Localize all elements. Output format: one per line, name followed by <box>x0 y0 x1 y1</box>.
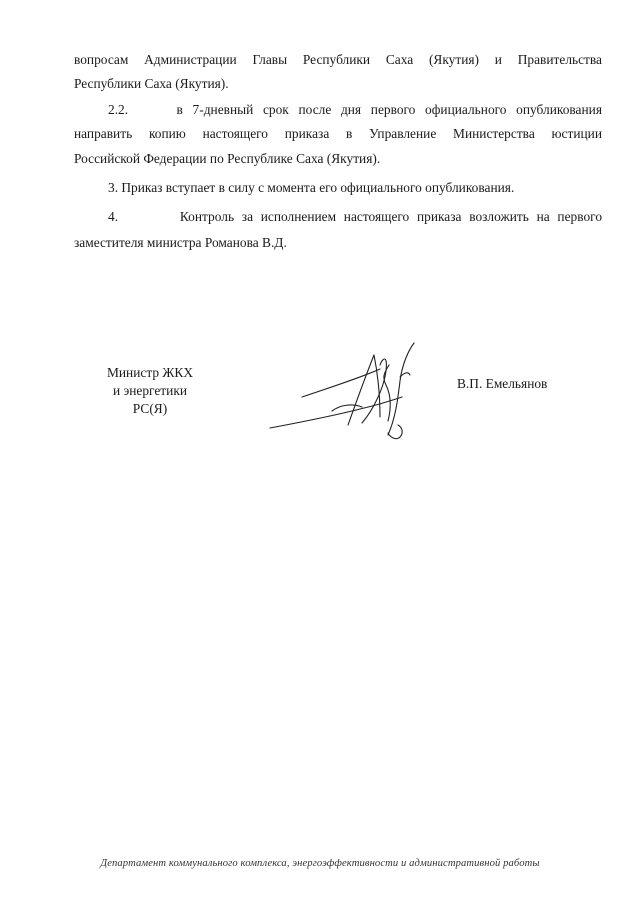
paragraph-2-2-line-3: Российской Федерации по Республике Саха (Якутия). <box>74 151 381 166</box>
paragraph-2-2-line-1 <box>74 98 602 122</box>
signer-position-line-3: РС(Я) <box>132 401 168 416</box>
signer-position-line-2: и энергетики <box>112 383 187 398</box>
paragraph-4-line-1 <box>74 205 602 229</box>
paragraph-2-2-line-2: направить копию настоящего приказа в Управление Министерства юстиции <box>74 126 602 141</box>
page-footer: Департамент коммунального комплекса, энергоэффективности и административной работы <box>100 858 540 869</box>
signer-position <box>100 364 200 418</box>
paragraph-4-line-2: заместителя министра Романова В.Д. <box>74 235 287 250</box>
paragraph-4-text: Контроль за исполнением настоящего приказа возложить на первого <box>179 209 603 224</box>
paragraph-3: 3. Приказ вступает в силу с момента его официального опубликования. <box>108 180 515 195</box>
handwritten-signature <box>262 325 432 450</box>
paragraph-2-1-line-2: Республики Саха (Якутия). <box>74 76 229 91</box>
signer-position-line-1: Министр ЖКХ <box>106 365 193 380</box>
item-number-4: 4. <box>108 209 119 224</box>
signer-name: В.П. Емельянов <box>457 376 548 391</box>
paragraph-2-1-line-1: вопросам Администрации Главы Республики Саха (Якутия) и Правительства <box>74 52 602 67</box>
item-number-2-2: 2.2. <box>108 102 129 117</box>
paragraph-2-2-text: в 7-дневный срок после дня первого официального опубликования <box>176 102 602 117</box>
